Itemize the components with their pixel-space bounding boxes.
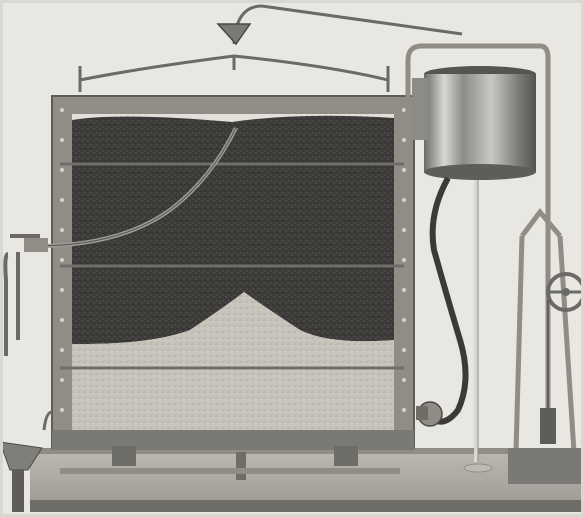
hanging-weight <box>540 408 556 444</box>
stand-base <box>508 448 584 484</box>
valve-body <box>24 238 48 252</box>
reservoir-can <box>412 66 536 180</box>
sand-tank <box>52 96 414 450</box>
